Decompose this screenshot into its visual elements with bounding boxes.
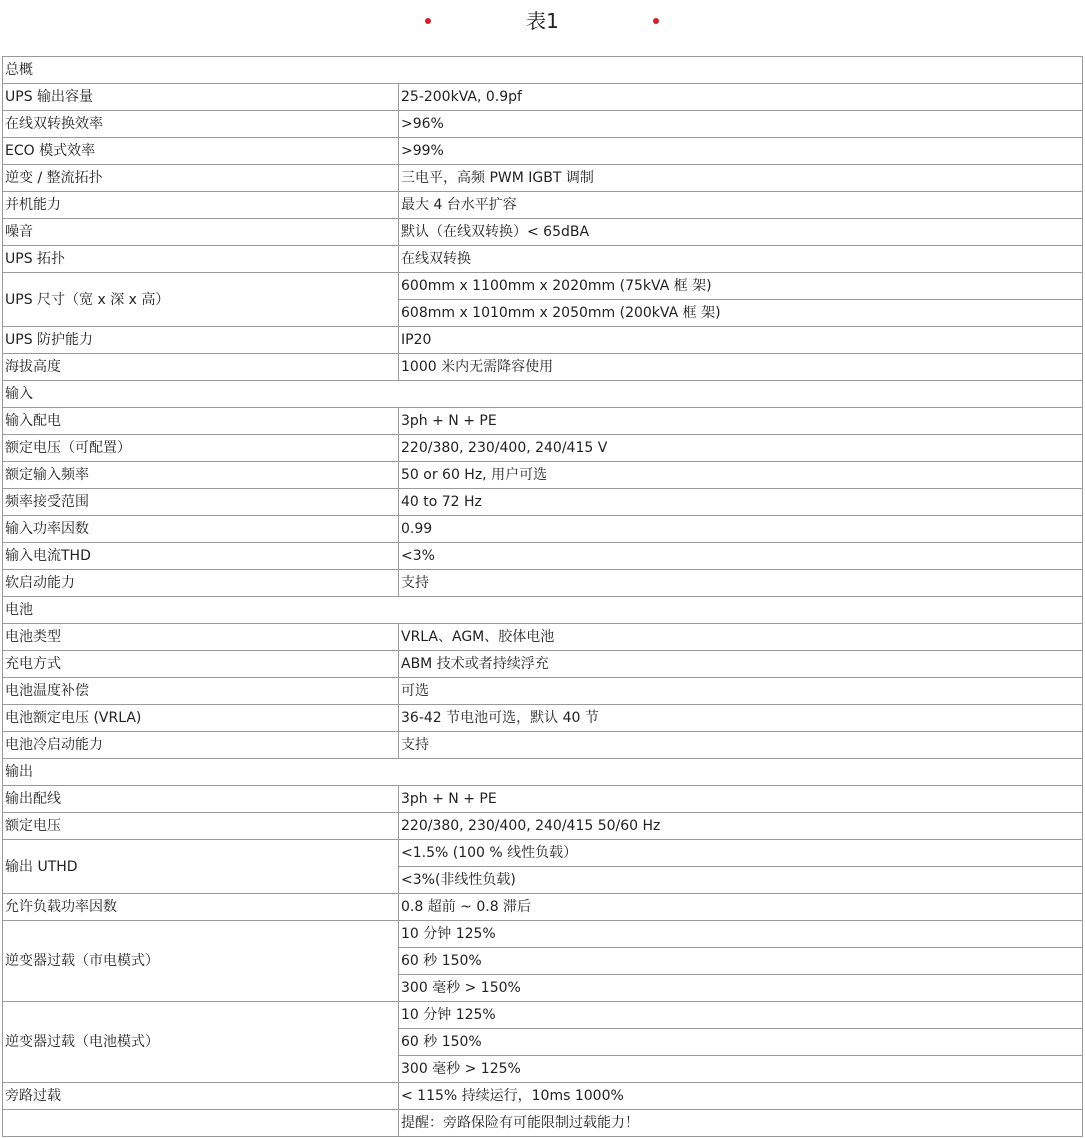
spec-value: 0.99 <box>399 516 1083 543</box>
table-row <box>3 813 1083 840</box>
table-row <box>3 273 1083 300</box>
spec-value: >96% <box>399 111 1083 138</box>
table-row <box>3 192 1083 219</box>
spec-value: 在线双转换 <box>399 246 1083 273</box>
spec-value: <3%(非线性负载) <box>399 867 1083 894</box>
section-header-row <box>3 597 1083 624</box>
table-row <box>3 327 1083 354</box>
spec-label: UPS 防护能力 <box>3 327 399 354</box>
spec-value: 608mm x 1010mm x 2050mm (200kVA 框 架) <box>399 300 1083 327</box>
spec-label: 电池温度补偿 <box>3 678 399 705</box>
spec-value: 三电平，高频 PWM IGBT 调制 <box>399 165 1083 192</box>
spec-label: 额定输入频率 <box>3 462 399 489</box>
spec-value: 10 分钟 125% <box>399 1002 1083 1029</box>
spec-label: 逆变器过载（电池模式） <box>3 1002 399 1083</box>
section-header: 总概 <box>3 57 1083 84</box>
spec-value: 提醒：旁路保险有可能限制过载能力！ <box>399 1110 1083 1137</box>
spec-label: ECO 模式效率 <box>3 138 399 165</box>
spec-value: >99% <box>399 138 1083 165</box>
spec-label: 旁路过载 <box>3 1083 399 1110</box>
spec-value: <1.5% (100 % 线性负载） <box>399 840 1083 867</box>
spec-label: 充电方式 <box>3 651 399 678</box>
spec-value: 220/380, 230/400, 240/415 V <box>399 435 1083 462</box>
spec-value: 1000 米内无需降容使用 <box>399 354 1083 381</box>
spec-value: 3ph + N + PE <box>399 408 1083 435</box>
spec-value: 0.8 超前 ~ 0.8 滞后 <box>399 894 1083 921</box>
section-header-row <box>3 759 1083 786</box>
table-row <box>3 786 1083 813</box>
table-row <box>3 462 1083 489</box>
spec-label: 电池类型 <box>3 624 399 651</box>
spec-label: 额定电压 <box>3 813 399 840</box>
spec-value: 25-200kVA, 0.9pf <box>399 84 1083 111</box>
section-header: 输入 <box>3 381 1083 408</box>
spec-label: UPS 尺寸（宽 x 深 x 高） <box>3 273 399 327</box>
table-title: 表1 <box>526 9 559 33</box>
spec-value: 600mm x 1100mm x 2020mm (75kVA 框 架) <box>399 273 1083 300</box>
table-row <box>3 1002 1083 1029</box>
table-row <box>3 516 1083 543</box>
spec-value: 10 分钟 125% <box>399 921 1083 948</box>
table-row <box>3 651 1083 678</box>
spec-value: 默认（在线双转换）< 65dBA <box>399 219 1083 246</box>
spec-label: 逆变器过载（市电模式） <box>3 921 399 1002</box>
spec-label: 输出配线 <box>3 786 399 813</box>
spec-label <box>3 1110 399 1137</box>
spec-value: 36-42 节电池可选，默认 40 节 <box>399 705 1083 732</box>
spec-label: 电池冷启动能力 <box>3 732 399 759</box>
table-row <box>3 246 1083 273</box>
spec-label: UPS 拓扑 <box>3 246 399 273</box>
table-row <box>3 705 1083 732</box>
spec-label: 额定电压（可配置） <box>3 435 399 462</box>
spec-label: 在线双转换效率 <box>3 111 399 138</box>
spec-value: 300 毫秒 > 125% <box>399 1056 1083 1083</box>
spec-label: 软启动能力 <box>3 570 399 597</box>
table-row <box>3 138 1083 165</box>
table-row <box>3 624 1083 651</box>
spec-value: < 115% 持续运行，10ms 1000% <box>399 1083 1083 1110</box>
section-header-row <box>3 57 1083 84</box>
spec-value: 支持 <box>399 732 1083 759</box>
table-row <box>3 435 1083 462</box>
title-bar <box>0 0 1085 56</box>
spec-value: IP20 <box>399 327 1083 354</box>
spec-value: VRLA、AGM、胶体电池 <box>399 624 1083 651</box>
table-row <box>3 354 1083 381</box>
spec-value: 220/380, 230/400, 240/415 50/60 Hz <box>399 813 1083 840</box>
section-header: 电池 <box>3 597 1083 624</box>
table-row <box>3 165 1083 192</box>
table-row <box>3 1110 1083 1137</box>
spec-value: <3% <box>399 543 1083 570</box>
spec-value: 最大 4 台水平扩容 <box>399 192 1083 219</box>
section-header: 输出 <box>3 759 1083 786</box>
spec-value: 支持 <box>399 570 1083 597</box>
table-row <box>3 84 1083 111</box>
spec-value: 60 秒 150% <box>399 1029 1083 1056</box>
spec-label: 输出 UTHD <box>3 840 399 894</box>
spec-label: 允许负载功率因数 <box>3 894 399 921</box>
spec-value: 可选 <box>399 678 1083 705</box>
table-row <box>3 840 1083 867</box>
table-row <box>3 921 1083 948</box>
spec-label: 海拔高度 <box>3 354 399 381</box>
table-row <box>3 894 1083 921</box>
spec-value: 3ph + N + PE <box>399 786 1083 813</box>
spec-label: 电池额定电压 (VRLA) <box>3 705 399 732</box>
spec-label: 输入电流THD <box>3 543 399 570</box>
table-row <box>3 543 1083 570</box>
table-row <box>3 732 1083 759</box>
table-row <box>3 408 1083 435</box>
table-row <box>3 570 1083 597</box>
table-row <box>3 111 1083 138</box>
spec-label: 输入配电 <box>3 408 399 435</box>
spec-label: 噪音 <box>3 219 399 246</box>
spec-value: ABM 技术或者持续浮充 <box>399 651 1083 678</box>
spec-value: 300 毫秒 > 150% <box>399 975 1083 1002</box>
spec-table <box>2 56 1083 1137</box>
spec-label: UPS 输出容量 <box>3 84 399 111</box>
spec-value: 50 or 60 Hz, 用户可选 <box>399 462 1083 489</box>
red-dot-decoration <box>653 18 659 24</box>
spec-label: 逆变 / 整流拓扑 <box>3 165 399 192</box>
table-row <box>3 678 1083 705</box>
spec-label: 并机能力 <box>3 192 399 219</box>
table-row <box>3 1083 1083 1110</box>
spec-value: 40 to 72 Hz <box>399 489 1083 516</box>
spec-label: 频率接受范围 <box>3 489 399 516</box>
spec-value: 60 秒 150% <box>399 948 1083 975</box>
section-header-row <box>3 381 1083 408</box>
spec-label: 输入功率因数 <box>3 516 399 543</box>
spec-table-body <box>3 57 1083 1137</box>
table-row <box>3 219 1083 246</box>
table-row <box>3 489 1083 516</box>
